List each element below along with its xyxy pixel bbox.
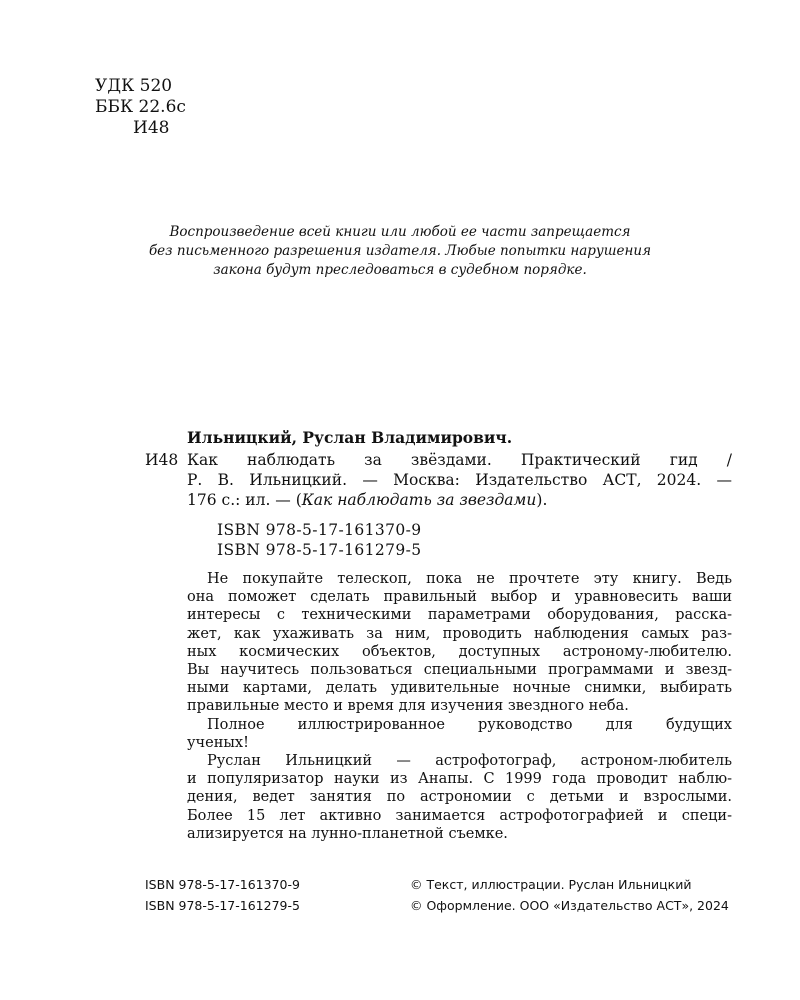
annotation-line: правильные место и время для изучения звездного неба.	[187, 698, 629, 715]
bibliographic-record	[145, 428, 732, 843]
copyright-line: © Оформление. ООО «Издательство АСТ», 2024	[410, 898, 729, 913]
notice-line: Воспроизведение всей книги или любой ее части запрещается	[169, 224, 631, 240]
bbk-code: ББК 22.6с	[95, 97, 186, 117]
udk-code: УДК 520	[95, 76, 173, 96]
annotation-line: интересы с техническими параметрами оборудования, расска-	[187, 607, 732, 624]
copyright-notice	[0, 223, 800, 280]
footer-isbn-line: ISBN 978-5-17-161370-9	[145, 877, 300, 892]
isbn-line: ISBN 978-5-17-161370-9	[217, 521, 422, 539]
notice-line: закона будут преследоваться в судебном порядке.	[213, 262, 587, 278]
annotation-line: жет, как ухаживать за ним, проводить наблюдения самых раз-	[187, 625, 732, 642]
annotation-line: ализируется на лунно-планетной съемке.	[187, 825, 508, 842]
author-sign: И48	[133, 118, 170, 138]
annotation-line: ученых!	[187, 734, 249, 751]
annotation-line: Вы научитесь пользоваться специальными программами и звезд-	[187, 662, 732, 679]
annotation-line: дения, ведет занятия по астрономии с детьми и взрослыми.	[187, 789, 732, 806]
footer-copyright	[410, 874, 729, 916]
annotation-line: она поможет сделать правильный выбор и уравновесить ваши	[187, 589, 732, 606]
annotation-line: Полное иллюстрированное руководство для будущих	[207, 716, 732, 733]
biblio-line: Р. В. Ильницкий. — Москва: Издательство АСТ, 2024. —	[187, 471, 732, 489]
isbn-block	[145, 520, 732, 560]
pages-text: 176 с.: ил. — (	[187, 491, 302, 509]
copyright-line: © Текст, иллюстрации. Руслан Ильницкий	[410, 877, 692, 892]
biblio-line-last	[187, 490, 732, 510]
footer-isbn-line: ISBN 978-5-17-161279-5	[145, 898, 300, 913]
annotation-line: ными картами, делать удивительные ночные снимки, выбирать	[187, 680, 732, 697]
biblio-line: Как наблюдать за звёздами. Практический гид /	[187, 451, 732, 469]
isbn-line: ISBN 978-5-17-161279-5	[217, 541, 422, 559]
pages-suffix: ).	[536, 491, 548, 509]
udk-block	[95, 76, 186, 139]
footer-isbn	[145, 874, 300, 916]
annotation-line: Руслан Ильницкий — астрофотограф, астроном-любитель	[207, 753, 732, 770]
annotation-line: Более 15 лет активно занимается астрофотографией и специ-	[187, 807, 732, 824]
notice-line: без письменного разрешения издателя. Любые попытки нарушения	[148, 243, 652, 259]
annotation-line: и популяризатор науки из Анапы. С 1999 года проводит наблю-	[187, 771, 732, 788]
biblio-entry	[145, 450, 732, 510]
series-title: Как наблюдать за звездами	[301, 491, 537, 509]
annotation-line: ных космических объектов, доступных астроному-любителю.	[187, 643, 732, 660]
annotation	[145, 570, 732, 843]
author-sign-index: И48	[145, 451, 179, 469]
annotation-line: Не покупайте телескоп, пока не прочтете эту книгу. Ведь	[207, 571, 732, 587]
author-heading: Ильницкий, Руслан Владимирович.	[187, 428, 513, 447]
